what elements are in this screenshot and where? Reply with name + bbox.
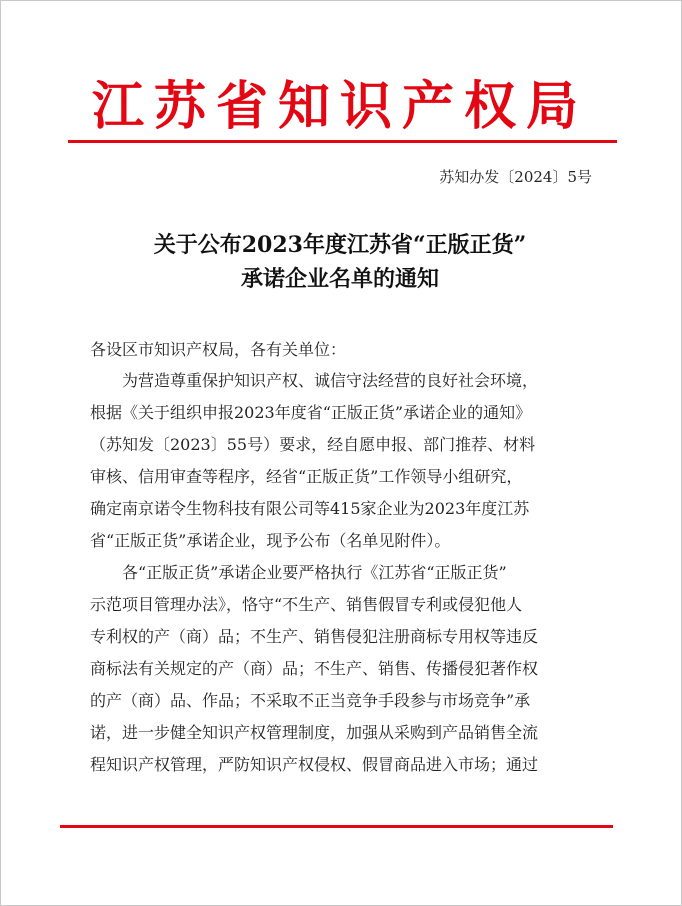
body-line: （苏知发〔2023〕55号）要求，经自愿申报、部门推荐、材料 [90,435,536,454]
body-line: 专利权的产（商）品；不生产、销售侵犯注册商标专用权等违反 [90,627,539,646]
body-line: 商标法有关规定的产（商）品；不生产、销售、传播侵犯著作权 [90,659,539,678]
document-number: 苏知办发〔2024〕5号 [439,168,592,186]
body-line: 为营造尊重保护知识产权、诚信守法经营的良好社会环境， [122,371,539,390]
body-line: 省“正版正货”承诺企业，现予公布（名单见附件）。 [90,531,451,550]
body-line: 示范项目管理办法》，恪守“不生产、销售假冒专利或侵犯他人 [90,595,523,614]
body-line: 程知识产权管理，严防知识产权侵权、假冒商品进入市场；通过 [90,755,539,774]
red-divider-bottom [60,825,613,828]
body-line: 各“正版正货”承诺企业要严格执行《江苏省“正版正货” [122,563,507,582]
notice-title-line-2: 承诺企业名单的通知 [240,266,439,292]
body-line: 的产（商）品、作品；不采取不正当竞争手段参与市场竞争”承 [90,691,531,710]
agency-header: 江苏省知识产权局 [91,76,588,137]
body-line: 根据《关于组织申报2023年度省“正版正货”承诺企业的通知》 [90,403,532,422]
body-line: 确定南京诺令生物科技有限公司等415家企业为2023年度江苏 [90,499,530,518]
red-divider-top [68,140,617,143]
body-line: 诺，进一步健全知识产权管理制度，加强从采购到产品销售全流 [90,723,539,742]
body-line: 审核、信用审查等程序，经省“正版正货”工作领导小组研究， [90,467,523,486]
salutation: 各设区市知识产权局，各有关单位： [90,340,347,359]
notice-title-line-1: 关于公布2023年度江苏省“正版正货” [153,232,527,258]
